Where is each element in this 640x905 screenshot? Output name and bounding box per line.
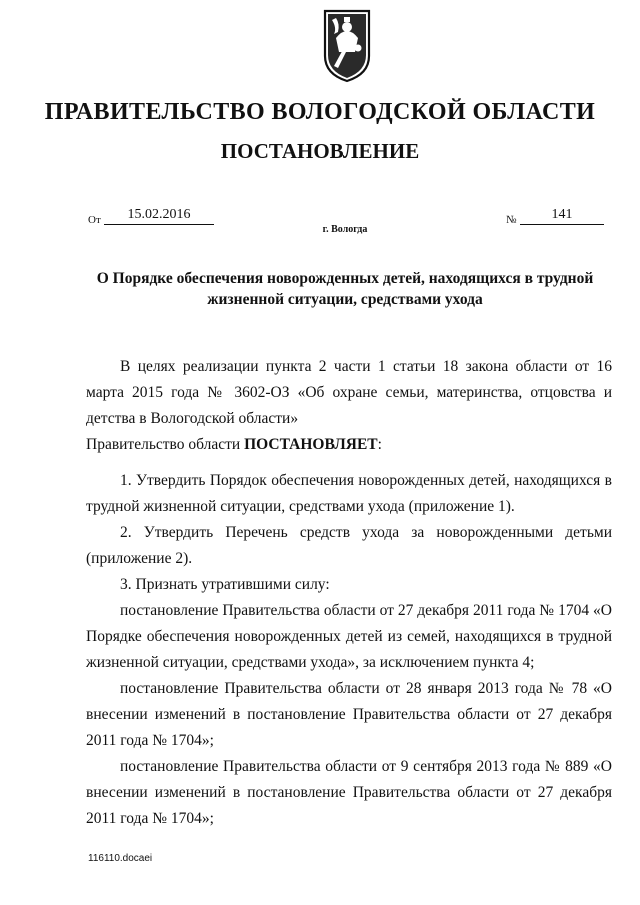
date-label: От	[88, 214, 101, 226]
item-2: 2. Утвердить Перечень средств ухода за новорожденными детьми (приложение 2).	[86, 524, 612, 567]
number-label: №	[506, 214, 517, 226]
city-label: г. Вологда	[322, 224, 368, 235]
document-body	[86, 354, 612, 832]
coat-of-arms-emblem	[322, 8, 372, 84]
government-title: ПРАВИТЕЛЬСТВО ВОЛОГОДСКОЙ ОБЛАСТИ	[44, 99, 596, 125]
document-subject: О Порядке обеспечения новорожденных детей, находящихся в трудной жизненной ситуации, средствами ухода	[96, 270, 594, 308]
repeal-1: постановление Правительства области от 27 декабря 2011 года № 1704 «О Порядке обеспечения новорожденных детей из семей, находящихся в трудной жизненной ситуации, средствами ухода», за исключением пункта 4;	[86, 602, 612, 671]
resolves-prefix: Правительство области	[86, 436, 245, 453]
repeal-2: постановление Правительства области от 28 января 2013 года № 78 «О внесении изменений в постановление Правительства области от 27 декабря 2011 года № 1704»;	[86, 680, 612, 749]
resolves-paragraph	[86, 432, 612, 458]
date-number-line	[88, 206, 608, 226]
repeal-3: постановление Правительства области от 9 сентября 2013 года № 889 «О внесении изменений в постановление Правительства области от 27 декабря 2011 года № 1704»;	[86, 758, 612, 827]
document-date: 15.02.2016	[104, 206, 214, 225]
document-type: ПОСТАНОВЛЕНИЕ	[220, 139, 420, 163]
item-1: 1. Утвердить Порядок обеспечения новорожденных детей, находящихся в трудной жизненной ситуации, средствами ухода (приложение 1).	[86, 472, 612, 515]
document-number: 141	[520, 206, 604, 225]
intro-paragraph: В целях реализации пункта 2 части 1 статьи 18 закона области от 16 марта 2015 года № 3602-ОЗ «Об охране семьи, материнства, отцовства и детства в Вологодской области»	[86, 358, 612, 427]
file-code: 116110.docaei	[88, 853, 153, 864]
resolves-suffix: :	[377, 436, 382, 453]
item-3: 3. Признать утратившими силу:	[120, 576, 330, 593]
resolves-word: ПОСТАНОВЛЯЕТ	[244, 436, 378, 453]
